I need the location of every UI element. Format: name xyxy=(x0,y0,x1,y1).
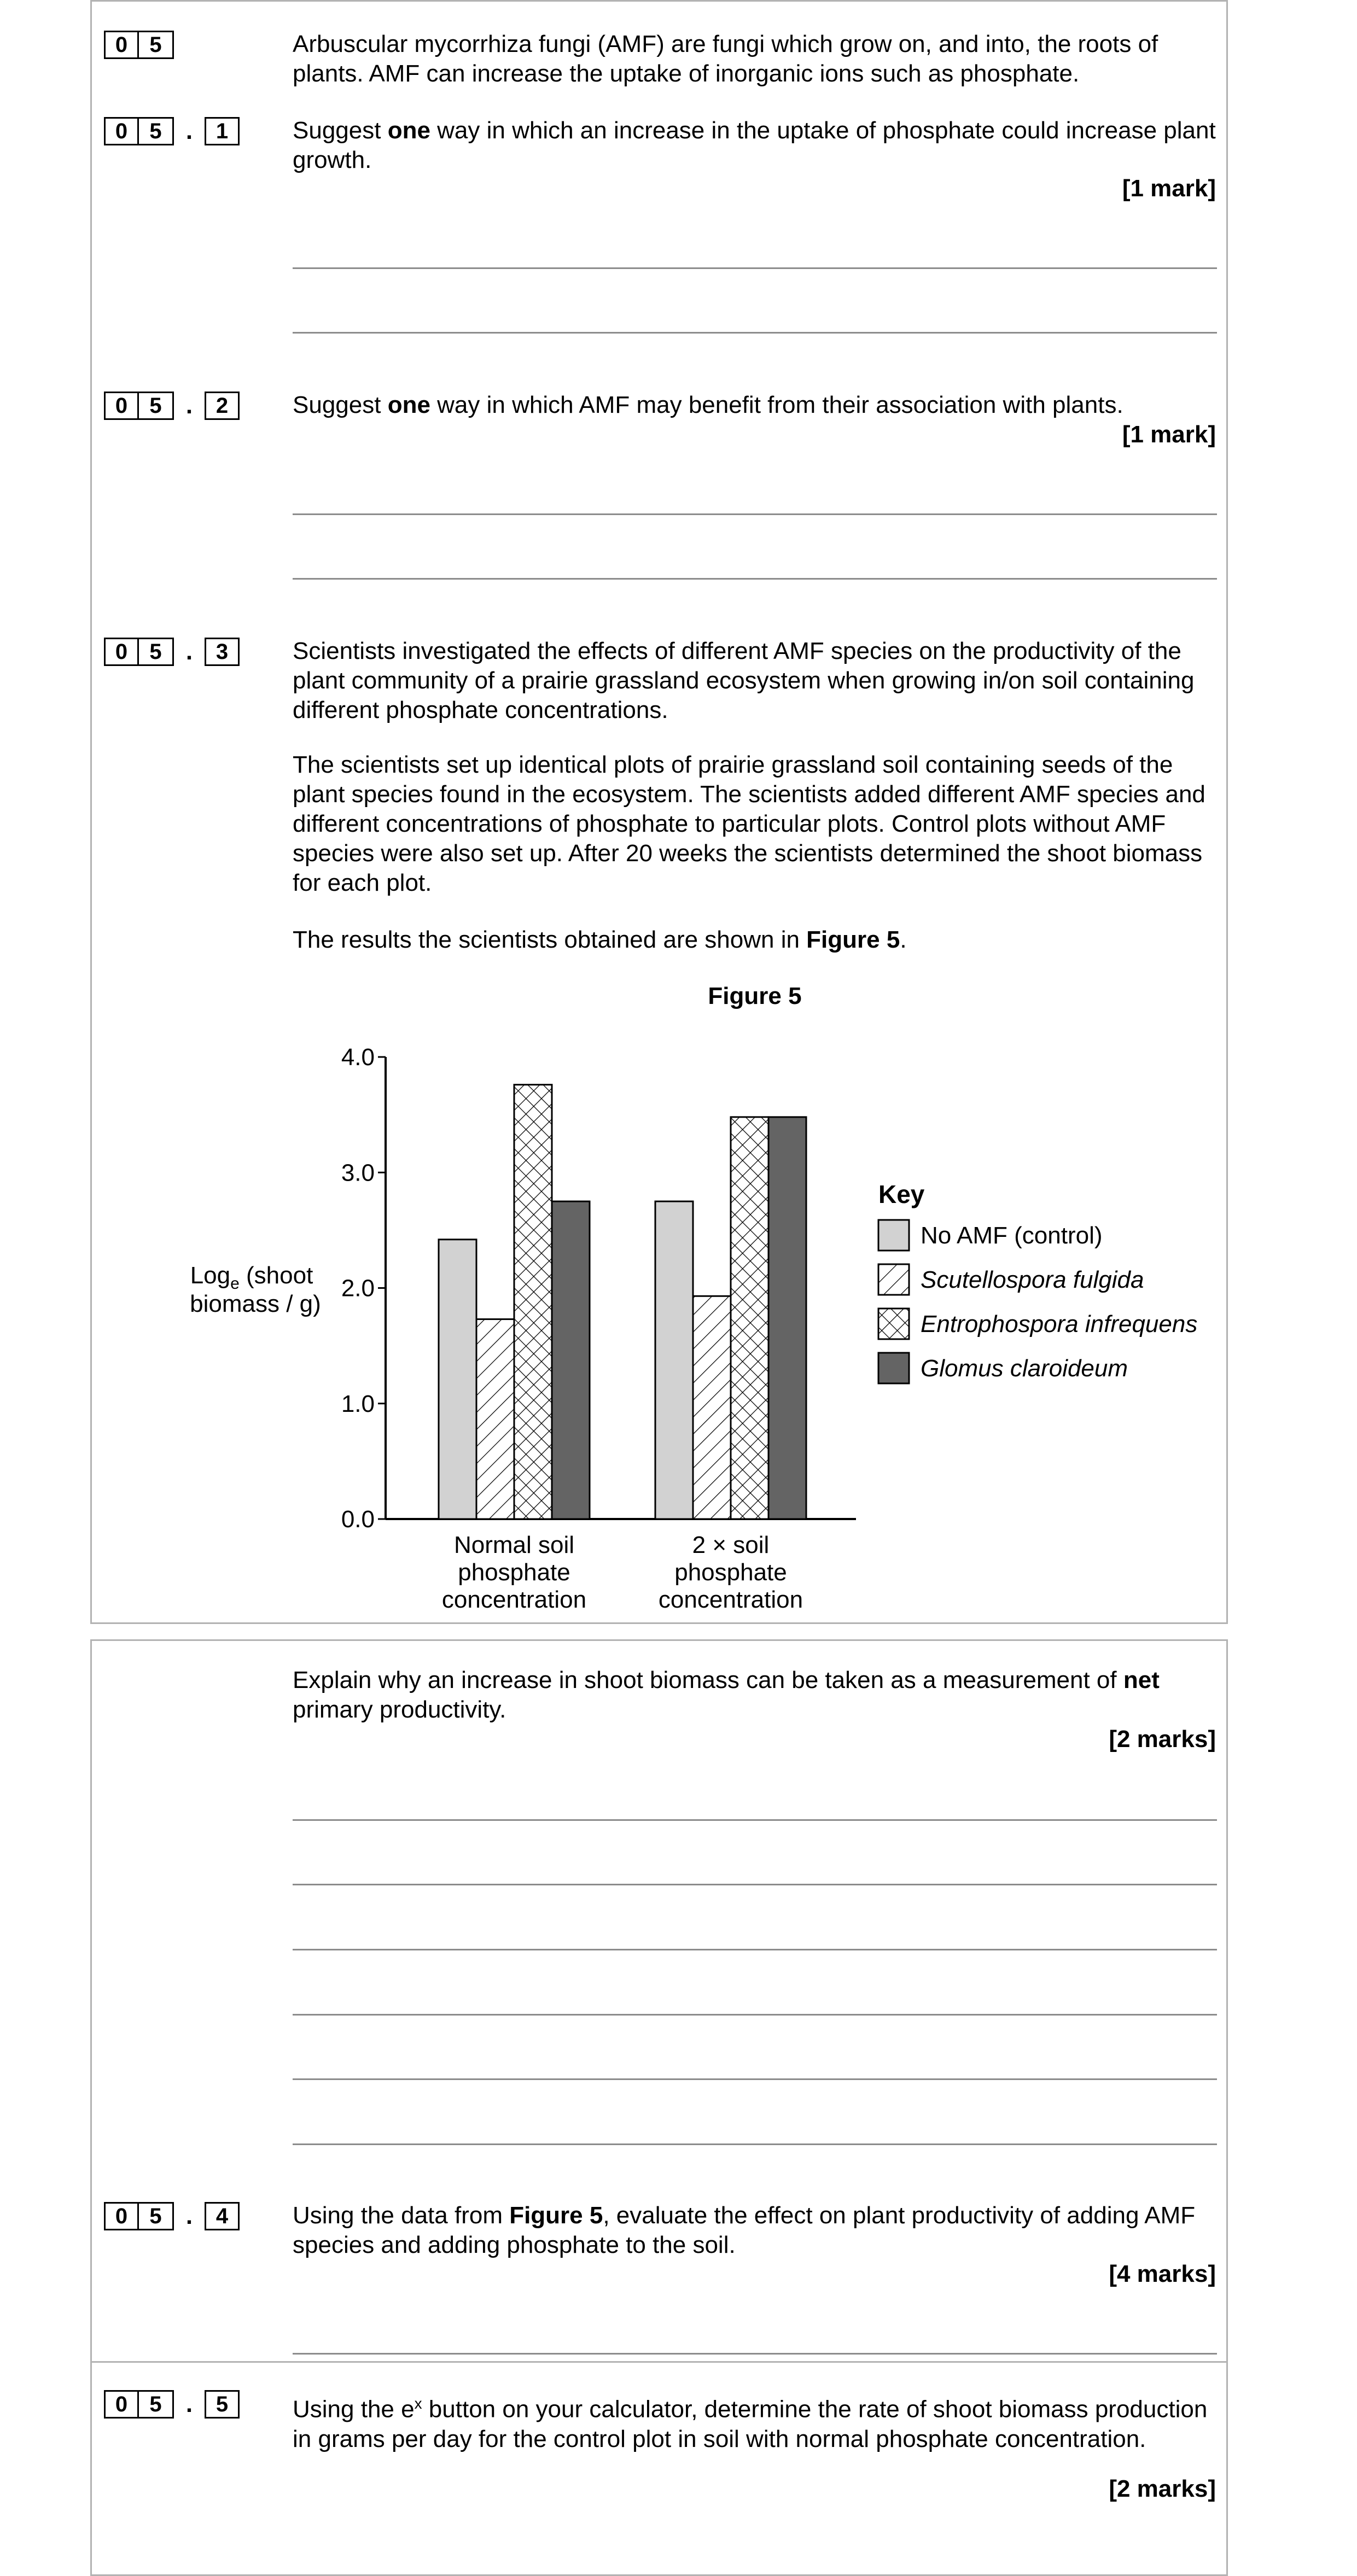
y-tick-label: 4.0 xyxy=(341,1044,375,1071)
q3-para2: The scientists set up identical plots of prairie grassland soil containing seeds of the plant species found in the ecosystem. The scientists added different AMF species and different concentrations of phosphate to particular plots. Control plots without AMF species were also set up. After 20 weeks the scientists determined the shoot biomass for each plot. xyxy=(293,751,1205,896)
bar-2-3 xyxy=(731,1117,768,1519)
q4-mark: [4 marks] xyxy=(1109,2260,1216,2287)
qnum-digit: 5 xyxy=(139,31,174,59)
x-category-label: concentration xyxy=(658,1586,803,1613)
bar-2-2 xyxy=(693,1296,731,1519)
subquestion-number-2: 0 5 . 2 xyxy=(104,392,240,420)
legend-label: Glomus claroideum xyxy=(921,1355,1128,1382)
answer-line[interactable] xyxy=(293,578,1217,580)
y-tick-label: 3.0 xyxy=(341,1159,375,1187)
q5-mark: [2 marks] xyxy=(1109,2475,1216,2502)
qnum-digit: 0 xyxy=(104,31,139,59)
bar-2-1 xyxy=(655,1201,693,1519)
answer-line[interactable] xyxy=(293,2014,1217,2016)
x-category-label: concentration xyxy=(441,1586,587,1613)
answer-line[interactable] xyxy=(293,2143,1217,2145)
answer-line[interactable] xyxy=(293,2078,1217,2080)
q2-mark: [1 mark] xyxy=(1122,421,1216,448)
q4-text: Using the data from Figure 5, evaluate the effect on plant productivity of adding AMF species and adding phosphate to the soil. xyxy=(293,2202,1196,2258)
x-category-label: phosphate xyxy=(674,1559,787,1586)
bar-1-4 xyxy=(552,1201,590,1519)
y-axis-title xyxy=(190,1262,321,1317)
q2-text: Suggest one way in which AMF may benefit from their association with plants. xyxy=(293,392,1123,418)
subquestion-number-4: 0 5 . 4 xyxy=(104,2202,240,2230)
subquestion-number-1: 0 5 . 1 xyxy=(104,117,240,145)
answer-line[interactable] xyxy=(293,332,1217,334)
y-tick-label: 1.0 xyxy=(341,1390,375,1417)
bar-1-2 xyxy=(476,1319,514,1519)
q5-text: Using the $e^x$ button on your calculator, determine the rate of shoot biomass production in grams per day for the control plot in soil with normal phosphate concentration. xyxy=(293,2395,1208,2452)
legend-swatch xyxy=(878,1264,909,1295)
figure-5-chart xyxy=(0,1028,1357,1629)
q1-mark: [1 mark] xyxy=(1122,175,1216,202)
bar-2-4 xyxy=(768,1117,806,1519)
bar-1-3 xyxy=(514,1085,552,1519)
y-tick-label: 2.0 xyxy=(341,1275,375,1302)
answer-line[interactable] xyxy=(293,513,1217,515)
answer-line[interactable] xyxy=(293,2353,1217,2355)
x-category-label: phosphate xyxy=(458,1559,570,1586)
legend-swatch xyxy=(878,1309,909,1339)
answer-line[interactable] xyxy=(293,1949,1217,1950)
answer-line[interactable] xyxy=(293,1884,1217,1885)
bars xyxy=(439,1085,806,1519)
legend-label: Entrophospora infrequens xyxy=(921,1311,1198,1337)
legend xyxy=(878,1180,1197,1383)
subquestion-number-5: 0 5 . 5 xyxy=(104,2390,240,2419)
q3-explain: Explain why an increase in shoot biomass can be taken as a measurement of net primary productivity. xyxy=(293,1667,1160,1723)
q1-text: Suggest one way in which an increase in the uptake of phosphate could increase plant growth. xyxy=(293,117,1216,173)
subquestion-number-3: 0 5 . 3 xyxy=(104,638,240,666)
legend-title: Key xyxy=(878,1180,925,1208)
legend-swatch xyxy=(878,1220,909,1251)
q3-para3: The results the scientists obtained are shown in Figure 5. xyxy=(293,926,907,953)
x-axis-labels xyxy=(442,1532,803,1613)
answer-line[interactable] xyxy=(293,267,1217,269)
legend-label: Scutellospora fulgida xyxy=(921,1266,1144,1293)
q3-mark: [2 marks] xyxy=(1109,1726,1216,1753)
legend-label: No AMF (control) xyxy=(921,1222,1103,1249)
answer-line[interactable] xyxy=(293,1819,1217,1821)
question-number xyxy=(104,31,174,59)
q3-para1: Scientists investigated the effects of different AMF species on the productivity of the plant community of a prairie grassland ecosystem when growing in/on soil containing different phosphate concentrations. xyxy=(293,638,1195,723)
legend-swatch xyxy=(878,1353,909,1383)
y-axis-title-line2: biomass / g) xyxy=(190,1290,321,1317)
y-axis-title-line1: Log$_e$ (shoot xyxy=(190,1262,313,1293)
x-category-label: Normal soil xyxy=(453,1532,575,1558)
bar-1-1 xyxy=(439,1240,476,1519)
x-category-label: 2 × soil xyxy=(692,1532,770,1558)
figure-title: Figure 5 xyxy=(708,983,802,1009)
question-intro: Arbuscular mycorrhiza fungi (AMF) are fungi which grow on, and into, the roots of plants. AMF can increase the uptake of inorganic ions such as phosphate. xyxy=(293,31,1158,87)
y-tick-label: 0.0 xyxy=(341,1506,375,1533)
